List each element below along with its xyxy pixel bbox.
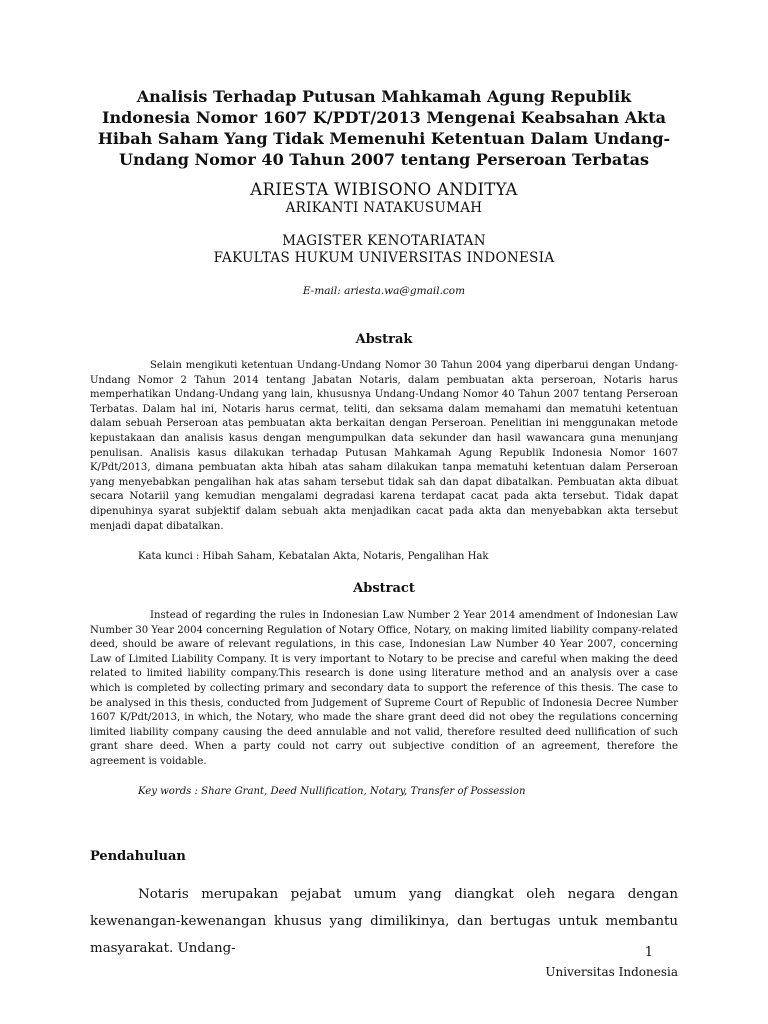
paper-title: Analisis Terhadap Putusan Mahkamah Agung Republik Indonesia Nomor 1607 K/PDT/2013 Mengenai Keabsahan Akta Hibah Saham Yang Tidak Memenuhi Ketentuan Dalam Undang-Undang Nomor 40 Tahun 2007 tentang Perseroan Terbatas bbox=[97, 87, 671, 169]
abstract-heading: Abstract bbox=[353, 581, 415, 596]
author-secondary: ARIKANTI NATAKUSUMAH bbox=[285, 200, 483, 216]
kata-kunci: Kata kunci : Hibah Saham, Kebatalan Akta, Notaris, Pengalihan Hak bbox=[138, 551, 489, 562]
abstract-paragraph: Instead of regarding the rules in Indonesian Law Number 2 Year 2014 amendment of Indonesian Law Number 30 Year 2004 concerning Regulation of Notary Office, Notary, on making limited liability company-related deed, should be aware of relevant regulations, in this case, Indonesian Law Number 40 Year 2007, concerning Law of Limited Liability Company. It is very important to Notary to be precise and careful when making the deed related to limited liability company.This research is done using literature method and an analysis over a case which is completed by collecting primary and secondary data to support the reference of this thesis. The case to be analysed in this thesis, conducted from Judgement of Supreme Court of Republic of Indonesia Decree Number 1607 K/Pdt/2013, in which, the Notary, who made the share grant deed did not obey the regulations concerning limited liability company causing the deed annulable and not valid, therefore resulted deed nullification of such grant share deed. When a party could not carry out subjective condition of an agreement, therefore the agreement is voidable. bbox=[90, 610, 678, 767]
key-words: Key words : Share Grant, Deed Nullification, Notary, Transfer of Possession bbox=[138, 786, 526, 797]
section-heading-pendahuluan: Pendahuluan bbox=[90, 849, 186, 864]
footer-institution: Universitas Indonesia bbox=[545, 965, 678, 979]
section-paragraph: Notaris merupakan pejabat umum yang diangkat oleh negara dengan kewenangan-kewenangan khusus yang dimilikinya, dan bertugas untuk membantu masyarakat. Undang- bbox=[90, 887, 678, 956]
affiliation-faculty: FAKULTAS HUKUM UNIVERSITAS INDONESIA bbox=[213, 250, 555, 266]
affiliation-program: MAGISTER KENOTARIATAN bbox=[282, 233, 486, 249]
email-value: : ariesta.wa@gmail.com bbox=[337, 285, 466, 297]
page-number: 1 bbox=[644, 945, 653, 960]
email-label: E-mail bbox=[302, 285, 338, 297]
author-primary: ARIESTA WIBISONO ANDITYA bbox=[250, 180, 518, 199]
abstrak-paragraph: Selain mengikuti ketentuan Undang-Undang Nomor 30 Tahun 2004 yang diperbarui dengan Undang-Undang Nomor 2 Tahun 2014 tentang Jabatan Notaris, dalam pembuatan akta perseroan, Notaris harus memperhatikan Undang-Undang yang lain, khususnya Undang-Undang Nomor 40 Tahun 2007 tentang Perseroan Terbatas. Dalam hal ini, Notaris harus cermat, teliti, dan seksama dalam memahami dan mematuhi ketentuan dalam sebuah Perseroan atas pembuatan akta berkaitan dengan Perseroan. Penelitian ini menggunakan metode kepustakaan dan analisis kasus dengan mengumpulkan data sekunder dan hasil wawancara guna menunjang penulisan. Analisis kasus dilakukan terhadap Putusan Mahkamah Agung Republik Indonesia Nomor 1607 K/Pdt/2013, dimana pembuatan akta hibah atas saham dilakukan tanpa mematuhi ketentuan dalam Perseroan yang menyebabkan pengalihan hak atas saham tersebut tidak sah dan dapat dibatalkan. Pembuatan akta dibuat secara Notariil yang kemudian mengalami degradasi karena terdapat cacat pada akta tersebut. Tidak dapat dipenuhinya syarat subjektif dalam sebuah akta menjadikan cacat pada akta dan menyebabkan akta tersebut menjadi dapat dibatalkan. bbox=[90, 360, 678, 532]
abstrak-heading: Abstrak bbox=[355, 332, 413, 347]
author-email bbox=[90, 285, 678, 297]
